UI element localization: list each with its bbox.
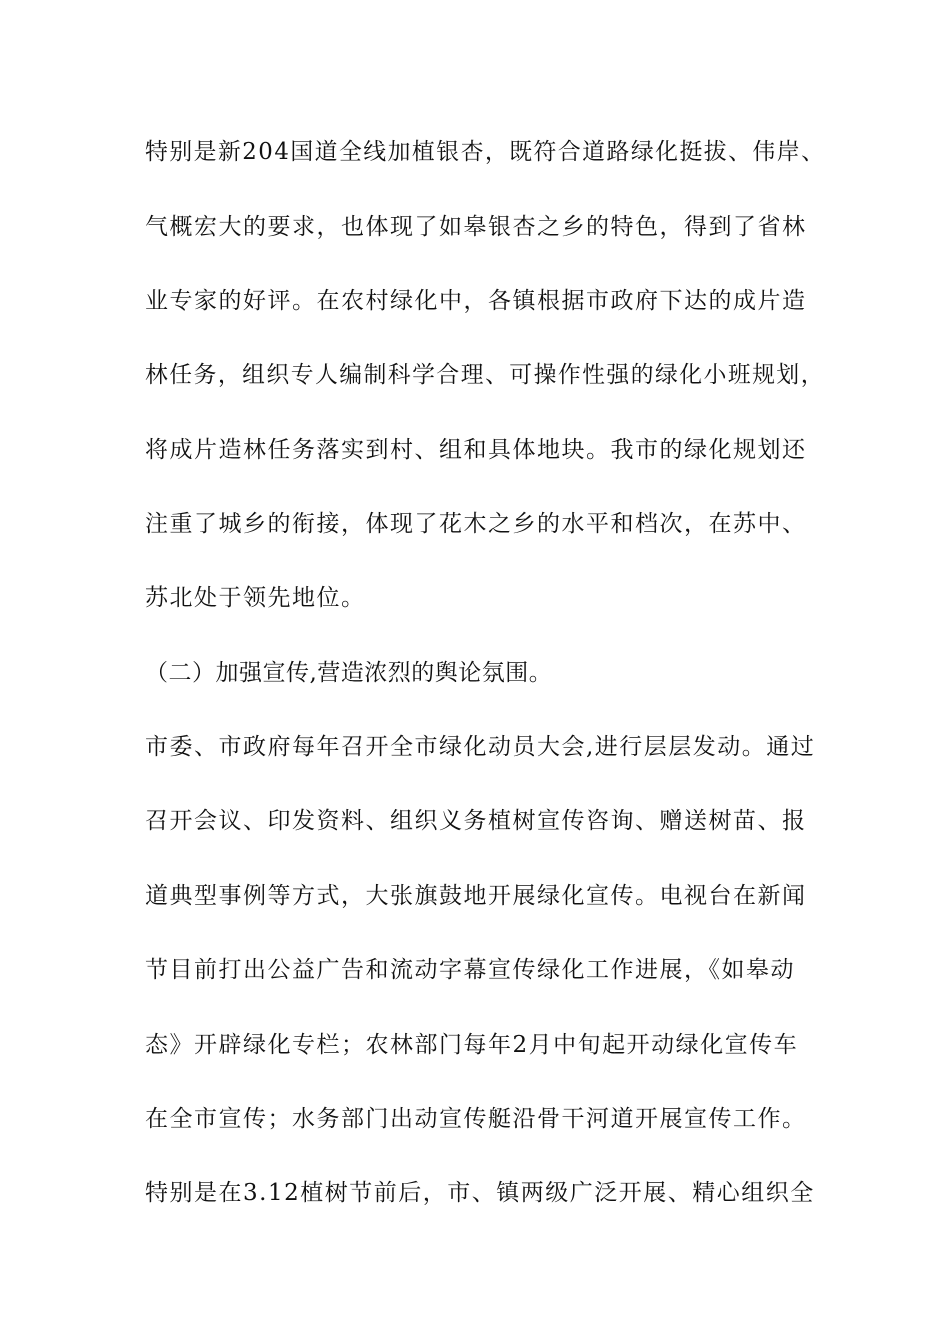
paragraph-1-line-5: 将成片造林任务落实到村、组和具体地块。我市的绿化规划还 <box>145 437 807 463</box>
paragraph-1-line-6: 注重了城乡的衔接，体现了花木之乡的水平和档次，在苏中、 <box>145 511 807 537</box>
paragraph-1-line-4: 林任务，组织专人编制科学合理、可操作性强的绿化小班规划， <box>145 362 825 388</box>
paragraph-1-line-2: 气概宏大的要求，也体现了如皋银杏之乡的特色，得到了省林 <box>145 214 807 240</box>
paragraph-2-line-7: 特别是在3.12植树节前后，市、镇两级广泛开展、精心组织全 <box>145 1180 815 1206</box>
paragraph-1-line-1: 特别是新204国道全线加植银杏，既符合道路绿化挺拔、伟岸、 <box>145 139 826 165</box>
paragraph-2-line-2: 召开会议、印发资料、组织义务植树宣传咨询、赠送树苗、报 <box>145 808 807 834</box>
paragraph-2-line-6: 在全市宣传；水务部门出动宣传艇沿骨干河道开展宣传工作。 <box>145 1106 807 1132</box>
paragraph-2-line-3: 道典型事例等方式，大张旗鼓地开展绿化宣传。电视台在新闻 <box>145 883 807 909</box>
paragraph-1-line-3: 业专家的好评。在农村绿化中，各镇根据市政府下达的成片造 <box>145 288 807 314</box>
paragraph-2-line-4: 节目前打出公益广告和流动字幕宣传绿化工作进展，《如皋动 <box>145 957 795 983</box>
paragraph-2-line-1: 市委、市政府每年召开全市绿化动员大会,进行层层发动。通过 <box>145 734 816 760</box>
section-heading: （二）加强宣传,营造浓烈的舆论氛围。 <box>145 660 553 686</box>
paragraph-2-line-5: 态》开辟绿化专栏；农林部门每年2月中旬起开动绿化宣传车 <box>145 1032 799 1058</box>
paragraph-1-line-7: 苏北处于领先地位。 <box>145 585 366 611</box>
